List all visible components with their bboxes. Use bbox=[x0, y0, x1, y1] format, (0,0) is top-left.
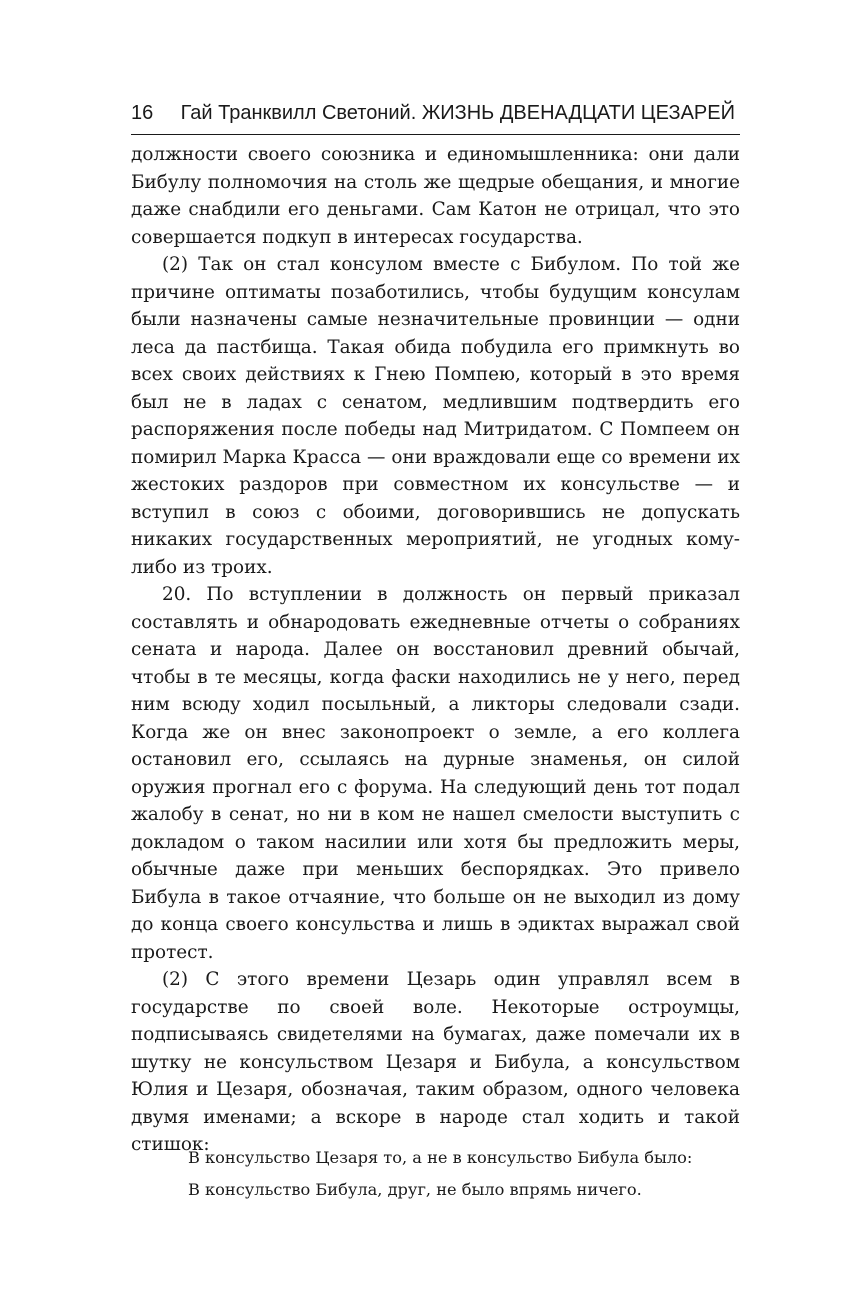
verse-line-2: В консульство Бибула, друг, не было впрямь ничего. bbox=[188, 1180, 642, 1199]
verse-quote bbox=[188, 1142, 748, 1206]
paragraph-consulship-with-bibulus: (2) Так он стал консулом вместе с Бибулом. По той же причине оптиматы позаботились, чтобы будущим консулам были назначены самые незначительные провинции — одни леса да пастбища. Такая обида побудила его примкнуть во всех своих действиях к Гнею Помпею, который в это время был не в ладах с сенатом, медлившим подтвердить его распоряжения после победы над Митридатом. С Помпеем он помирил Марка Красса — они враждовали еще со времени их жестоких раздоров при совместном их консульстве — и вступил в союз с обоими, договорившись не допускать никаких государственных мероприятий, не угодных кому-либо из троих. bbox=[131, 254, 740, 578]
paragraph-continuation: должности своего союзника и единомышленника: они дали Бибулу полномочия на столь же щедрые обещания, и многие даже снабдили его деньгами. Сам Катон не отрицал, что это совершается подкуп в интересах государства. bbox=[131, 144, 740, 248]
page-number: 16 bbox=[131, 102, 154, 124]
paragraph-chapter-20: 20. По вступлении в должность он первый приказал составлять и обнародовать ежедневные отчеты о собраниях сената и народа. Далее он восстановил древний обычай, чтобы в те месяцы, когда фаски находились не у него, перед ним всюду ходил посыльный, а ликторы следовали сзади. Когда же он внес законопроект о земле, а его коллега остановил его, ссылаясь на дурные знаменья, он силой оружия прогнал его с форума. На следующий день тот подал жалобу в сенат, но ни в ком не нашел смелости выступить с докладом о таком насилии или хотя бы предложить меры, обычные даже при меньших беспорядках. Это привело Бибула в такое отчаяние, что больше он не выходил из дому до конца своего консульства и лишь в эдиктах выражал свой протест. bbox=[131, 584, 740, 963]
paragraph-caesar-rules-alone: (2) С этого времени Цезарь один управлял всем в государстве по своей воле. Некоторые остроумцы, подписываясь свидетелями на бумагах, даже помечали их в шутку не консульством Цезаря и Бибула, а консульством Юлия и Цезаря, обозначая, таким образом, одного человека двумя именами; а вскоре в народе стал ходить и такой стишок: bbox=[131, 969, 740, 1155]
body-text bbox=[131, 141, 740, 1159]
verse-line-1: В консульство Цезаря то, а не в консульство Бибула было: bbox=[188, 1148, 693, 1167]
running-head-title: Гай Транквилл Светоний. ЖИЗНЬ ДВЕНАДЦАТИ ЦЕЗАРЕЙ bbox=[180, 102, 735, 124]
running-header bbox=[131, 96, 740, 135]
